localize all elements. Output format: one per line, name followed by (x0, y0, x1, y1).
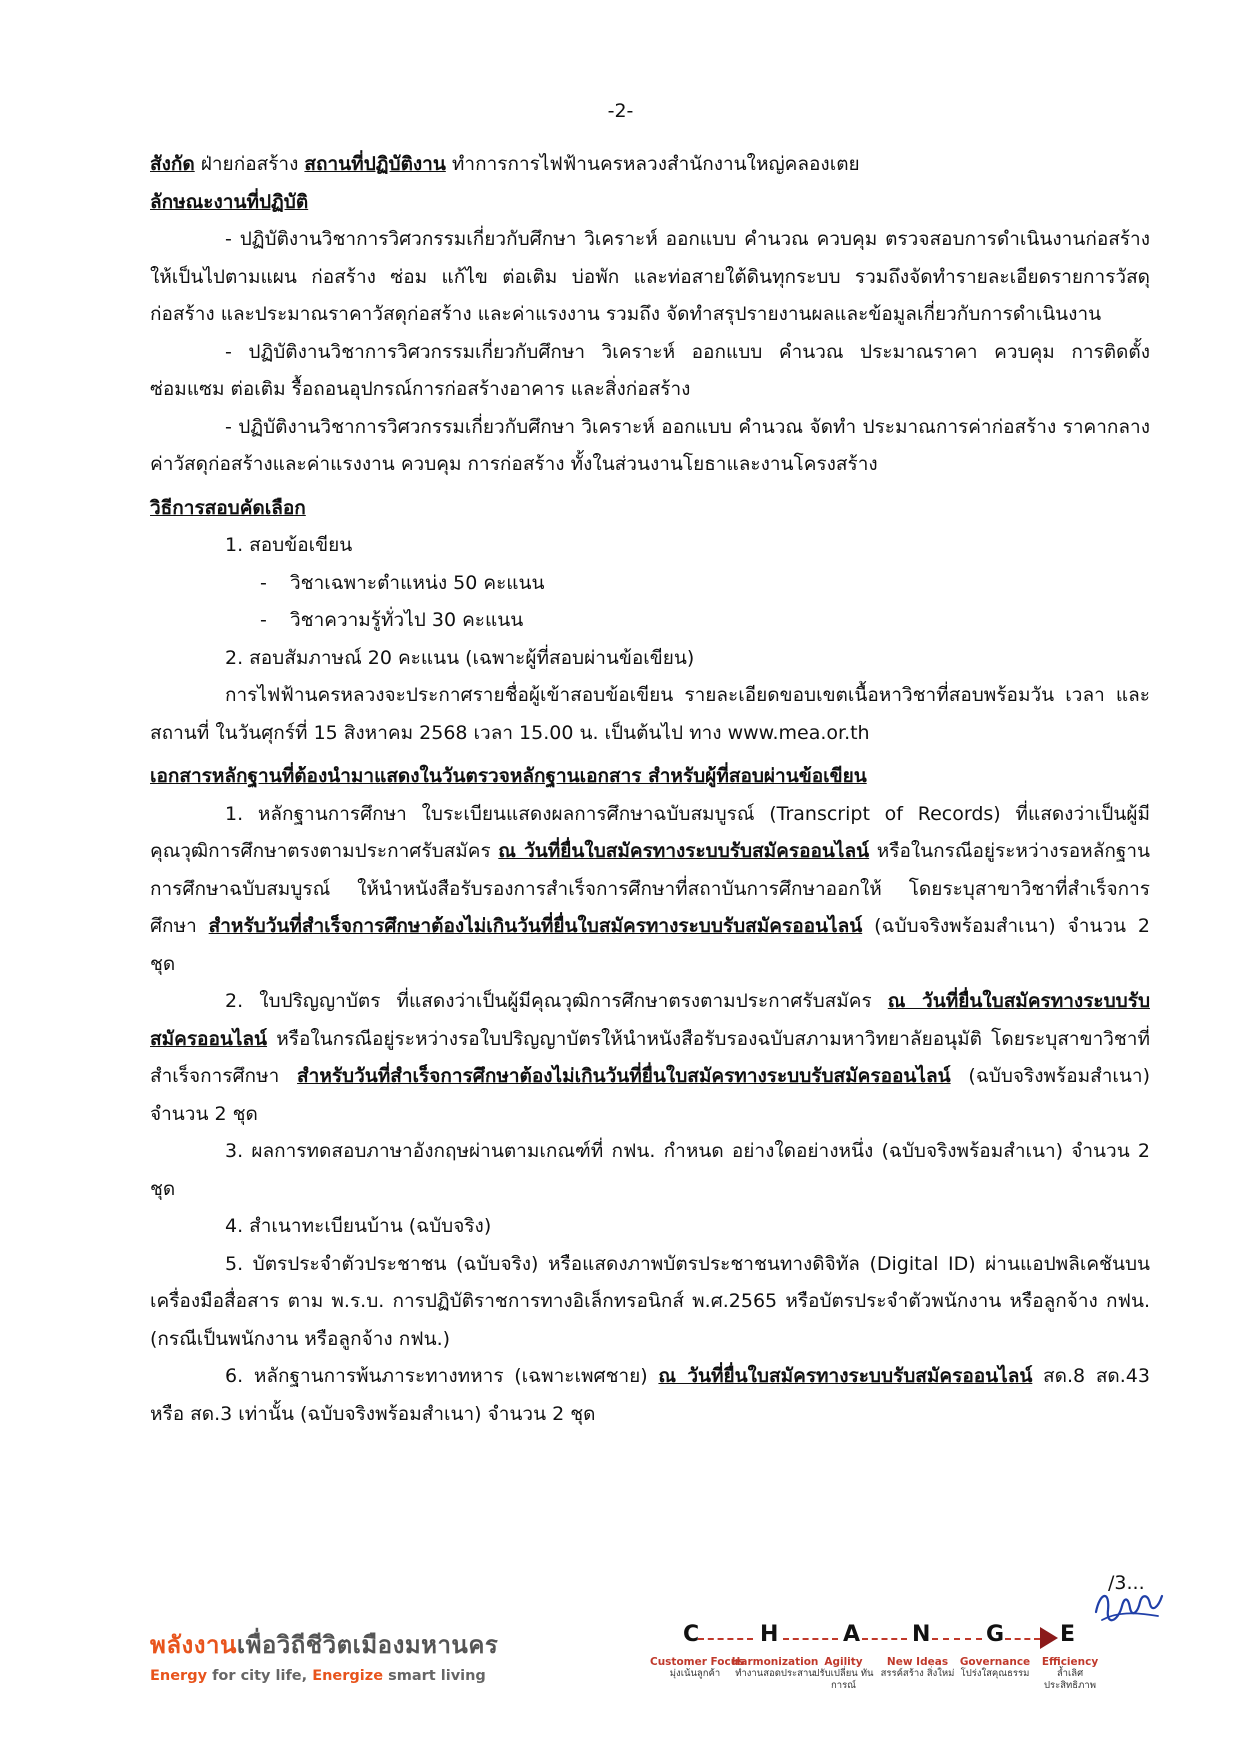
value-th: มุ่งเน้นลูกค้า (669, 1668, 721, 1679)
document-item-3: 3. ผลการทดสอบภาษาอังกฤษผ่านตามเกณฑ์ที่ กฟน. กำหนด อย่างใดอย่างหนึ่ง (ฉบับจริงพร้อมสำเนา) จำนวน 2 ชุด (150, 1140, 1150, 1200)
page-number: -2- (607, 100, 634, 122)
slogan-thai-accent: พลังงาน (150, 1631, 237, 1659)
slogan-en-text: for city life, (207, 1668, 313, 1684)
value-en: Efficiency (1041, 1656, 1099, 1668)
arrow-icon (1040, 1627, 1058, 1649)
written-subject-item (150, 602, 1150, 640)
value-en: Harmonization (731, 1656, 819, 1668)
value-label (650, 1656, 745, 1680)
doc-emphasis: สำหรับวันที่สำเร็จการศึกษาต้องไม่เกินวันที่ยื่นใบสมัครทางระบบรับสมัครออนไลน์ (297, 1065, 951, 1087)
change-letter: A (843, 1622, 861, 1647)
selection-heading: วิธีการสอบคัดเลือก (150, 496, 306, 519)
value-en: Customer Focus (650, 1656, 745, 1668)
connector-dash (783, 1638, 838, 1640)
doc-text: 1. หลักฐานการศึกษา ใบระเบียนแสดงผลการศึกษาฉบับสมบูรณ์ (Transcript of Records) ที่แสดงว่าเป็นผู้มีคุณวุฒิการศึกษาตรงตามประกาศรับสมัคร (150, 802, 1150, 862)
document-body (150, 146, 1150, 1433)
affiliation-value: ฝ่ายก่อสร้าง (194, 153, 305, 175)
change-letters (680, 1622, 1120, 1652)
slogan-thai (150, 1625, 498, 1664)
doc-text: 6. หลักฐานการพ้นภาระทางทหาร (เฉพาะเพศชาย) (225, 1365, 659, 1387)
value-en: Governance (959, 1656, 1031, 1668)
doc-emphasis: สำหรับวันที่สำเร็จการศึกษาต้องไม่เกินวันที่ยื่นใบสมัครทางระบบรับสมัครออนไลน์ (208, 915, 863, 937)
footer-slogan (150, 1625, 498, 1684)
selection-step-written: 1. สอบข้อเขียน (225, 534, 353, 556)
connector-dash (1005, 1638, 1040, 1640)
value-th: ทำงานสอดประสาน (735, 1668, 815, 1679)
duty-item: - ปฏิบัติงานวิชาการวิศวกรรมเกี่ยวกับศึกษา วิเคราะห์ ออกแบบ คำนวณ จัดทำ ประมาณการค่าก่อสร้าง ราคากลางค่าวัสดุก่อสร้างและค่าแรงงาน ควบคุม การก่อสร้าง ทั้งในส่วนงานโยธาและงานโครงสร้าง (150, 415, 1150, 475)
slogan-en-accent: Energy (150, 1668, 208, 1684)
announcement-text: การไฟฟ้านครหลวงจะประกาศรายชื่อผู้เข้าสอบข้อเขียน รายละเอียดขอบเขตเนื้อหาวิชาที่สอบพร้อมวัน เวลา และสถานที่ ในวันศุกร์ที่ 15 สิงหาคม 2568 เวลา 15.00 น. เป็นต้นไป ทาง www.mea.or.th (150, 684, 1150, 744)
value-label (1030, 1656, 1110, 1692)
signature-icon (1088, 1582, 1168, 1637)
change-letter: G (986, 1622, 1005, 1647)
document-item-2 (150, 983, 1150, 1133)
doc-text: สด.8 สด.43 หรือ สด.3 เท่านั้น (ฉบับจริงพร้อมสำเนา) จำนวน 2 ชุด (150, 1365, 1150, 1425)
affiliation-line (150, 146, 1150, 184)
document-item-6 (150, 1358, 1150, 1433)
doc-text: หรือในกรณีอยู่ระหว่างรอหลักฐานการศึกษาฉบับสมบูรณ์ ให้นำหนังสือรับรองการสำเร็จการศึกษาที่สถาบันการศึกษาออกให้ โดยระบุสาขาวิชาที่สำเร็จการศึกษา (150, 840, 1150, 937)
document-item-4: 4. สำเนาทะเบียนบ้าน (ฉบับจริง) (225, 1215, 492, 1237)
change-letter: N (912, 1622, 931, 1647)
doc-text: (ฉบับจริงพร้อมสำเนา) จำนวน 2 ชุด (150, 915, 1150, 975)
value-th: โปร่งใสคุณธรรม (960, 1668, 1030, 1679)
change-letter: E (1060, 1622, 1076, 1647)
change-letter: C (683, 1622, 700, 1647)
document-item-5: 5. บัตรประจำตัวประชาชน (ฉบับจริง) หรือแสดงภาพบัตรประชาชนทางดิจิทัล (Digital ID) ผ่านแอปพลิเคชันบนเครื่องมือสื่อสาร ตาม พ.ร.บ. การปฏิบัติราชการทางอิเล็กทรอนิกส์ พ.ศ.2565 หรือบัตรประจำตัวพนักงาน หรือลูกจ้าง กฟน. (กรณีเป็นพนักงาน หรือลูกจ้าง กฟน.) (150, 1252, 1150, 1350)
value-en: Agility (824, 1656, 863, 1668)
doc-text: 2. ใบปริญญาบัตร ที่แสดงว่าเป็นผู้มีคุณวุฒิการศึกษาตรงตามประกาศรับสมัคร (225, 990, 888, 1012)
connector-dash (698, 1638, 753, 1640)
affiliation-label: สังกัด (150, 153, 195, 175)
duty-item: - ปฏิบัติงานวิชาการวิศวกรรมเกี่ยวกับศึกษา วิเคราะห์ ออกแบบ คำนวณ ควบคุม ตรวจสอบการดำเนินงานก่อสร้างให้เป็นไปตามแผน ก่อสร้าง ซ่อม แก้ไข ต่อเติม บ่อพัก และท่อสายใต้ดินทุกระบบ รวมถึงจัดทำรายละเอียดรายการวัสดุก่อสร้าง และประมาณราคาวัสดุก่อสร้าง และค่าแรงงาน รวมถึง จัดทำสรุปรายงานผลและข้อมูลเกี่ยวกับการดำเนินงาน (150, 228, 1150, 325)
connector-dash (862, 1638, 907, 1640)
duties-heading: ลักษณะงานที่ปฏิบัติ (150, 190, 309, 213)
slogan-english (150, 1668, 498, 1684)
slogan-en-accent: Energize (312, 1668, 384, 1684)
document-item-1 (150, 796, 1150, 984)
value-en: New Ideas (886, 1656, 949, 1668)
documents-heading: เอกสารหลักฐานที่ต้องนำมาแสดงในวันตรวจหลักฐานเอกสาร สำหรับผู้ที่สอบผ่านข้อเขียน (150, 765, 867, 787)
selection-step-interview: 2. สอบสัมภาษณ์ 20 คะแนน (เฉพาะผู้ที่สอบผ่านข้อเขียน) (225, 646, 695, 669)
slogan-en-text: smart living (383, 1668, 486, 1684)
connector-dash (932, 1638, 982, 1640)
change-letter: H (760, 1622, 779, 1647)
continued-marker: /3... (1108, 1572, 1145, 1594)
value-label (806, 1656, 881, 1692)
duty-item: - ปฏิบัติงานวิชาการวิศวกรรมเกี่ยวกับศึกษา วิเคราะห์ ออกแบบ คำนวณ ประมาณราคา ควบคุม การติดตั้ง ซ่อมแซม ต่อเติม รื้อถอนอุปกรณ์การก่อสร้างอาคาร และสิ่งก่อสร้าง (150, 340, 1150, 400)
bullet-dash: - (260, 609, 267, 631)
value-label (950, 1656, 1040, 1680)
subject-text: วิชาเฉพาะตำแหน่ง 50 คะแนน (290, 571, 545, 594)
bullet-dash: - (260, 571, 267, 594)
doc-emphasis: ณ วันที่ยื่นใบสมัครทางระบบรับสมัครออนไลน์ (498, 840, 870, 862)
value-th: สรรค์สร้าง สิ่งใหม่ (880, 1668, 955, 1679)
doc-text: หรือในกรณีอยู่ระหว่างรอใบปริญญาบัตรให้นำหนังสือรับรองฉบับสภามหาวิทยาลัยอนุมัติ โดยระบุสาขาวิชาที่สำเร็จการศึกษา (150, 1027, 1150, 1087)
value-th: ปรับเปลี่ยน ทันการณ์ (813, 1668, 874, 1691)
value-th: ล้ำเลิศ ประสิทธิภาพ (1044, 1668, 1096, 1691)
workplace-value: ทำการการไฟฟ้านครหลวงสำนักงานใหญ่คลองเตย (445, 153, 860, 175)
value-label (880, 1656, 955, 1680)
doc-emphasis: ณ วันที่ยื่นใบสมัครทางระบบรับสมัครออนไลน์ (150, 990, 1150, 1050)
workplace-label: สถานที่ปฏิบัติงาน (304, 153, 446, 175)
written-subject-item (150, 565, 1150, 603)
subject-text: วิชาความรู้ทั่วไป 30 คะแนน (290, 609, 524, 631)
slogan-thai-rest: เพื่อวิถีชีวิตเมืองมหานคร (236, 1631, 499, 1659)
change-values-logo (650, 1622, 1120, 1732)
doc-text: (ฉบับจริงพร้อมสำเนา) จำนวน 2 ชุด (150, 1065, 1150, 1125)
doc-emphasis: ณ วันที่ยื่นใบสมัครทางระบบรับสมัครออนไลน์ (658, 1365, 1033, 1387)
